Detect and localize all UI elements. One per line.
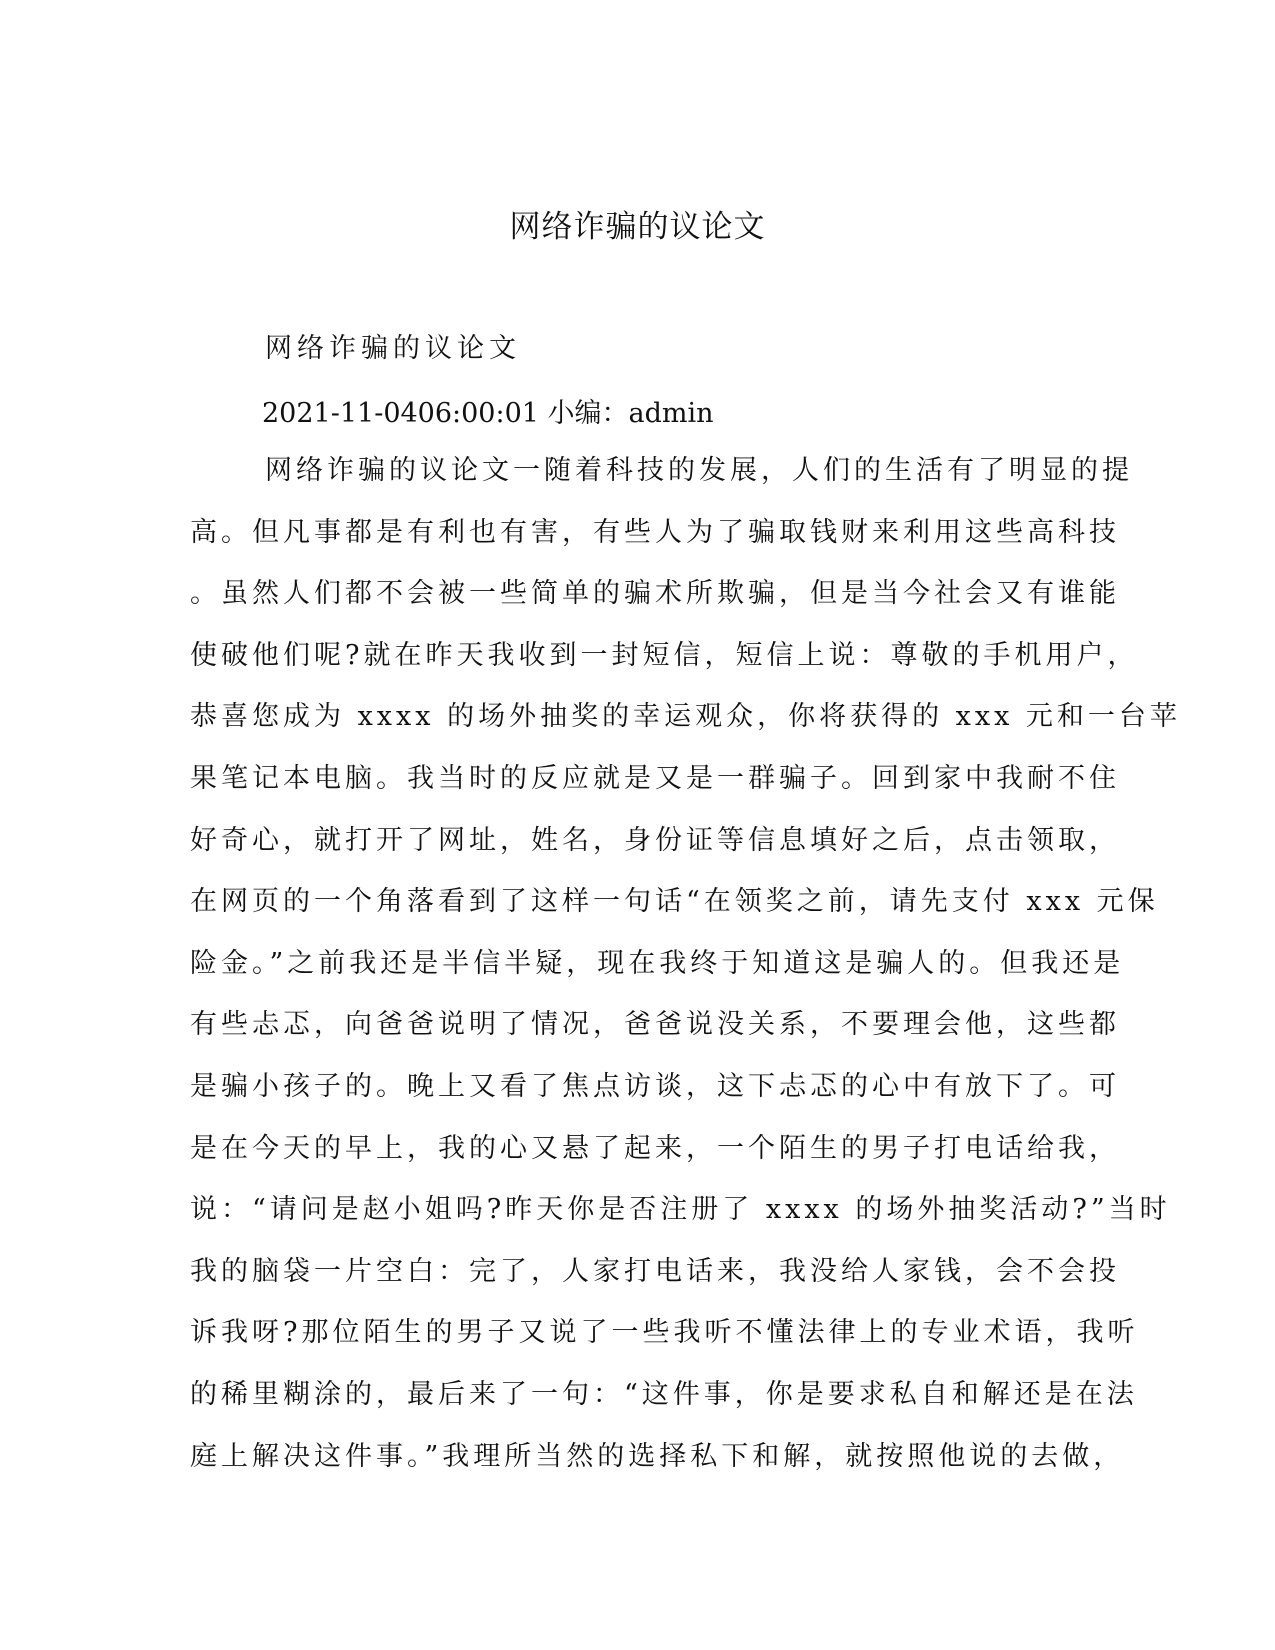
body-line: 是在今天的早上，我的心又悬了起来，一个陌生的男子打电话给我，: [190, 1132, 1120, 1164]
body-line: 果笔记本电脑。我当时的反应就是又是一群骗子。回到家中我耐不住: [190, 762, 1120, 794]
document-title: 网络诈骗的议论文: [509, 209, 766, 245]
body-line: 高。但凡事都是有利也有害，有些人为了骗取钱财来利用这些高科技: [190, 516, 1120, 548]
body-line: 好奇心，就打开了网址，姓名，身份证等信息填好之后，点击领取，: [190, 824, 1120, 856]
body-line: 使破他们呢?就在昨天我收到一封短信，短信上说：尊敬的手机用户，: [190, 639, 1139, 671]
article-body: [190, 452, 1181, 1499]
body-line: 在网页的一个角落看到了这样一句话“在领奖之前，请先支付 xxx 元保: [190, 886, 1159, 918]
body-line: 是骗小孩子的。晚上又看了焦点访谈，这下忐忑的心中有放下了。可: [190, 1070, 1120, 1102]
body-line: 诉我呀?那位陌生的男子又说了一些我听不懂法律上的专业术语，我听: [190, 1317, 1139, 1349]
article-subtitle: 网络诈骗的议论文: [265, 333, 521, 364]
body-line: 网络诈骗的议论文一随着科技的发展，人们的生活有了明显的提: [265, 455, 1133, 486]
body-line: 恭喜您成为 xxxx 的场外抽奖的幸运观众，你将获得的 xxx 元和一台苹: [190, 701, 1181, 733]
body-line: 庭上解决这件事。”我理所当然的选择私下和解，就按照他说的去做，: [190, 1440, 1125, 1472]
body-line: 险金。”之前我还是半信半疑，现在我终于知道这是骗人的。但我还是: [190, 947, 1125, 979]
body-line: 说：“请问是赵小姐吗?昨天你是否注册了 xxxx 的场外抽奖活动?”当时: [190, 1194, 1171, 1226]
body-line: 的稀里糊涂的，最后来了一句：“这件事，你是要求私自和解还是在法: [190, 1378, 1138, 1410]
article-meta: 2021-11-0406:00:01 小编：admin: [262, 398, 714, 429]
body-line: 有些忐忑，向爸爸说明了情况，爸爸说没关系，不要理会他，这些都: [190, 1009, 1120, 1041]
body-line: 。虽然人们都不会被一些简单的骗术所欺骗，但是当今社会又有谁能: [190, 578, 1120, 610]
body-line: 我的脑袋一片空白：完了，人家打电话来，我没给人家钱，会不会投: [190, 1255, 1120, 1287]
